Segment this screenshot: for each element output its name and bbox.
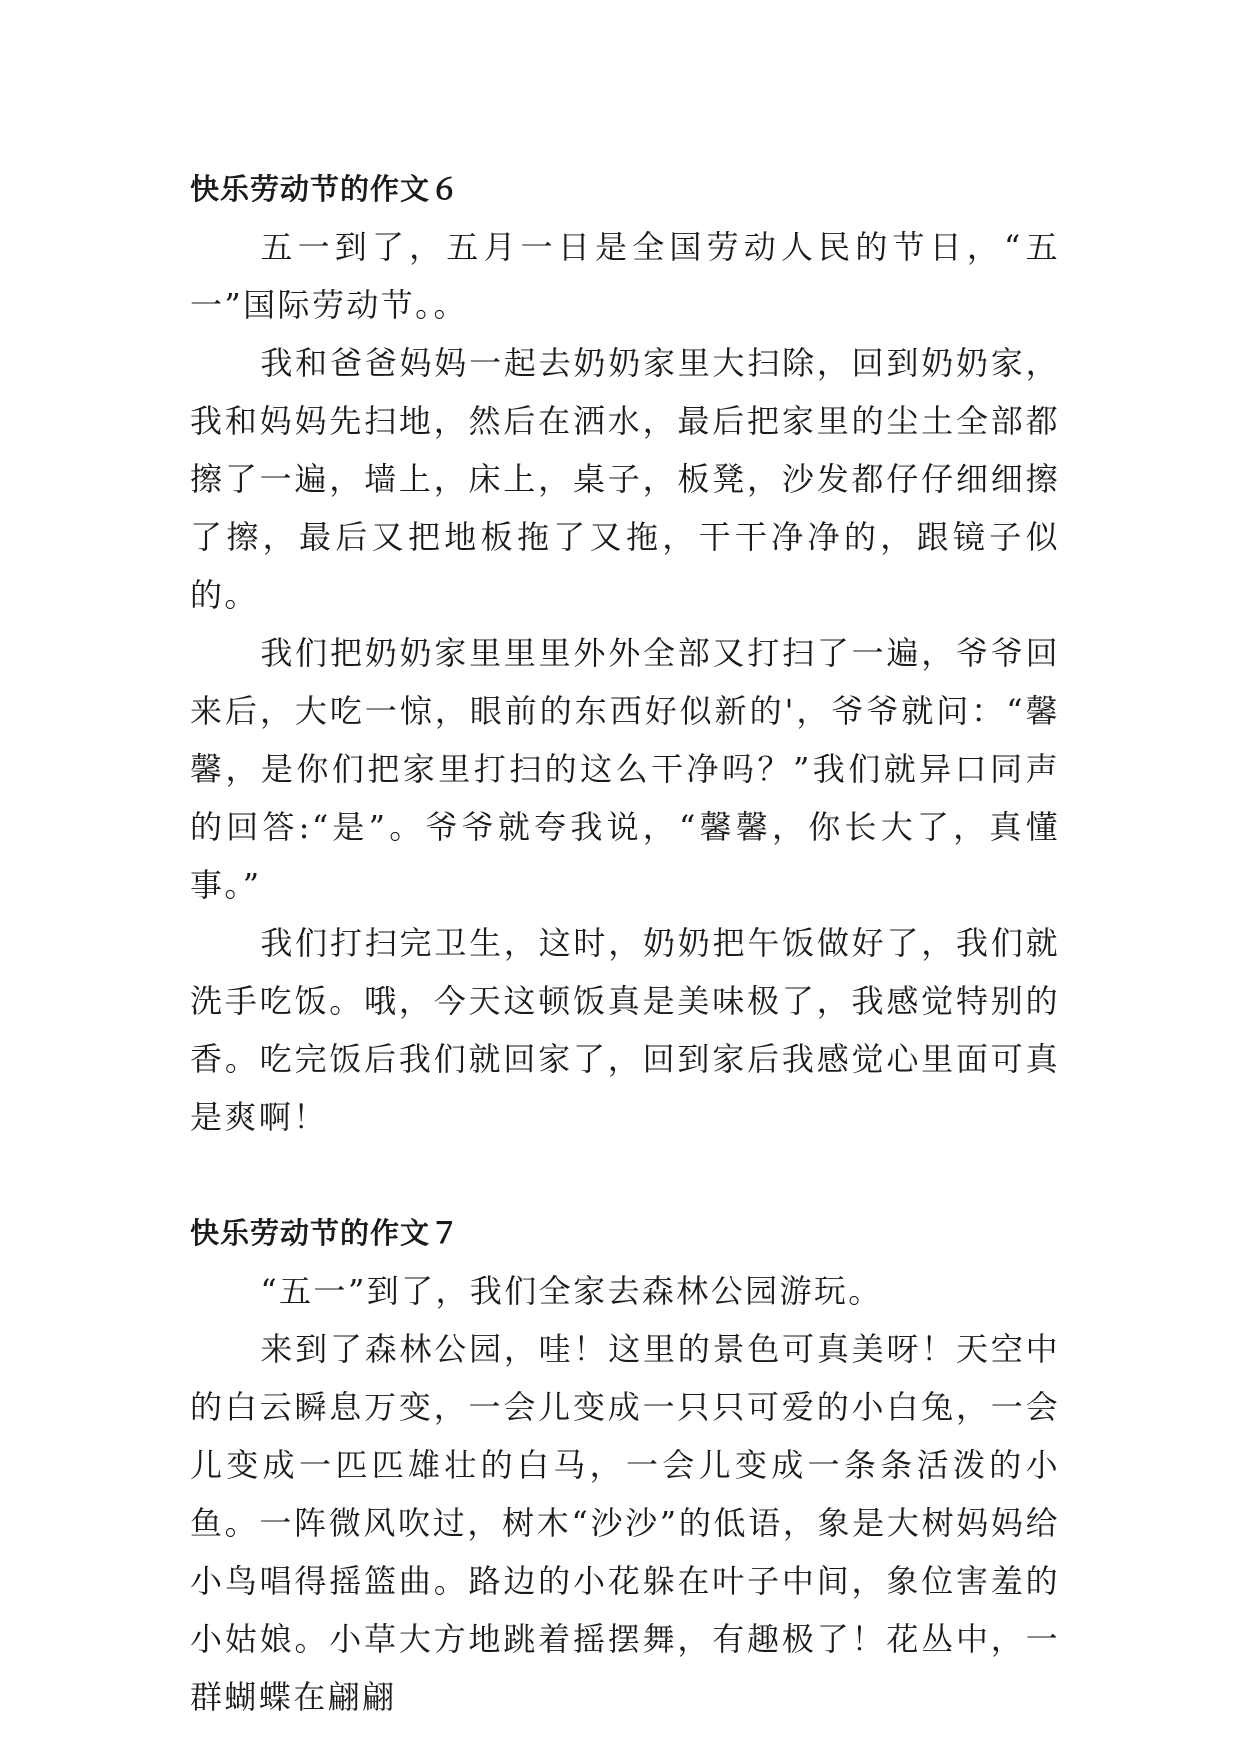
- section-title: 快乐劳动节的作文７: [190, 1216, 461, 1250]
- paragraph: 五一到了，五月一日是全国劳动人民的节日，“五一”国际劳动节。。: [190, 228, 1060, 324]
- essay-section-6: [190, 160, 1060, 1146]
- paragraph: 我和爸爸妈妈一起去奶奶家里大扫除，回到奶奶家，我和妈妈先扫地，然后在洒水，最后把家里的尘土全部都擦了一遍，墙上，床上，桌子，板凳，沙发都仔仔细细擦了擦，最后又把地板拖了又拖，干干净净的，跟镜子似的。: [190, 344, 1060, 614]
- document-body: [190, 160, 1060, 1726]
- section-title: 快乐劳动节的作文６: [190, 172, 461, 206]
- paragraph: 我们打扫完卫生，这时，奶奶把午饭做好了，我们就洗手吃饭。哦，今天这顿饭真是美味极了，我感觉特别的香。吃完饭后我们就回家了，回到家后我感觉心里面可真是爽啊！: [190, 924, 1060, 1136]
- paragraph: “五一”到了，我们全家去森林公园游玩。: [260, 1272, 883, 1310]
- section-spacer: [190, 1146, 1060, 1204]
- paragraph: 来到了森林公园，哇！这里的景色可真美呀！天空中的白云瞬息万变，一会儿变成一只只可爱的小白兔，一会儿变成一匹匹雄壮的白马，一会儿变成一条条活泼的小鱼。一阵微风吹过，树木“沙沙”的低语，象是大树妈妈给小鸟唱得摇篮曲。路边的小花躲在叶子中间，象位害羞的小姑娘。小草大方地跳着摇摆舞，有趣极了！花丛中，一群蝴蝶在翩翩: [190, 1330, 1060, 1716]
- essay-section-7: [190, 1204, 1060, 1726]
- paragraph: 我们把奶奶家里里里外外全部又打扫了一遍，爷爷回来后，大吃一惊，眼前的东西好似新的'，爷爷就问：“馨馨，是你们把家里打扫的这么干净吗？”我们就异口同声的回答:“是”。爷爷就夸我说，“馨馨，你长大了，真懂事。”: [190, 634, 1060, 904]
